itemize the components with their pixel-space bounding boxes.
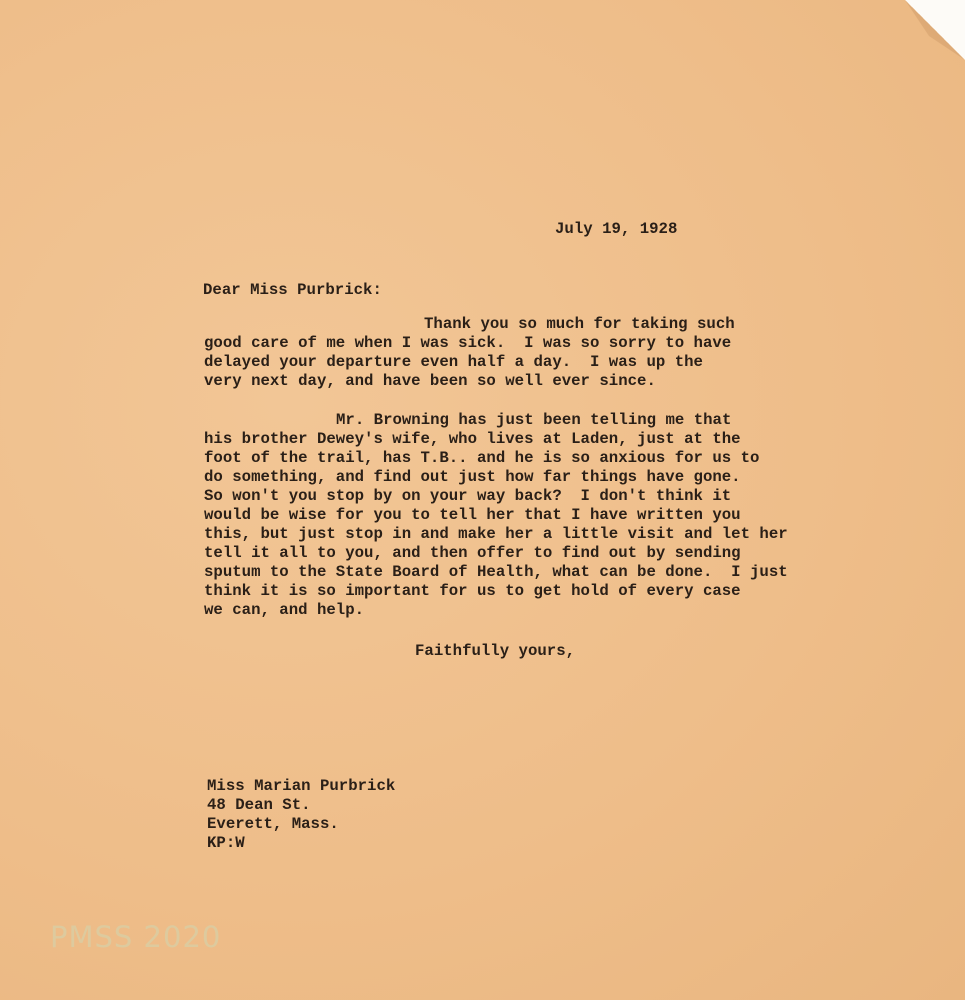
address-line: Everett, Mass. xyxy=(207,815,339,833)
text-line: very next day, and have been so well ever since. xyxy=(204,372,656,390)
text-line: delayed your departure even half a day. I was up the xyxy=(204,353,703,371)
text-line: would be wise for you to tell her that I have written you xyxy=(204,506,741,524)
text-line: So won't you stop by on your way back? I don't think it xyxy=(204,487,732,505)
letter-date: July 19, 1928 xyxy=(555,220,678,238)
text-line: foot of the trail, has T.B.. and he is so anxious for us to xyxy=(204,449,760,467)
text-line: do something, and find out just how far things have gone. xyxy=(204,468,741,486)
text-line: we can, and help. xyxy=(204,601,365,619)
text-line: Mr. Browning has just been telling me that xyxy=(336,411,732,429)
watermark: PMSS 2020 xyxy=(50,920,222,954)
closing: Faithfully yours, xyxy=(415,642,576,660)
salutation: Dear Miss Purbrick: xyxy=(203,281,382,299)
address-line: Miss Marian Purbrick xyxy=(207,777,396,795)
text-line: sputum to the State Board of Health, what can be done. I just xyxy=(204,563,788,581)
text-line: Thank you so much for taking such xyxy=(424,315,735,333)
text-line: his brother Dewey's wife, who lives at Laden, just at the xyxy=(204,430,741,448)
text-line: tell it all to you, and then offer to find out by sending xyxy=(204,544,741,562)
text-line: good care of me when I was sick. I was so sorry to have xyxy=(204,334,732,352)
text-line: think it is so important for us to get hold of every case xyxy=(204,582,741,600)
address-line: 48 Dean St. xyxy=(207,796,311,814)
text-line: this, but just stop in and make her a little visit and let her xyxy=(204,525,788,543)
typist-initials: KP:W xyxy=(207,834,245,852)
